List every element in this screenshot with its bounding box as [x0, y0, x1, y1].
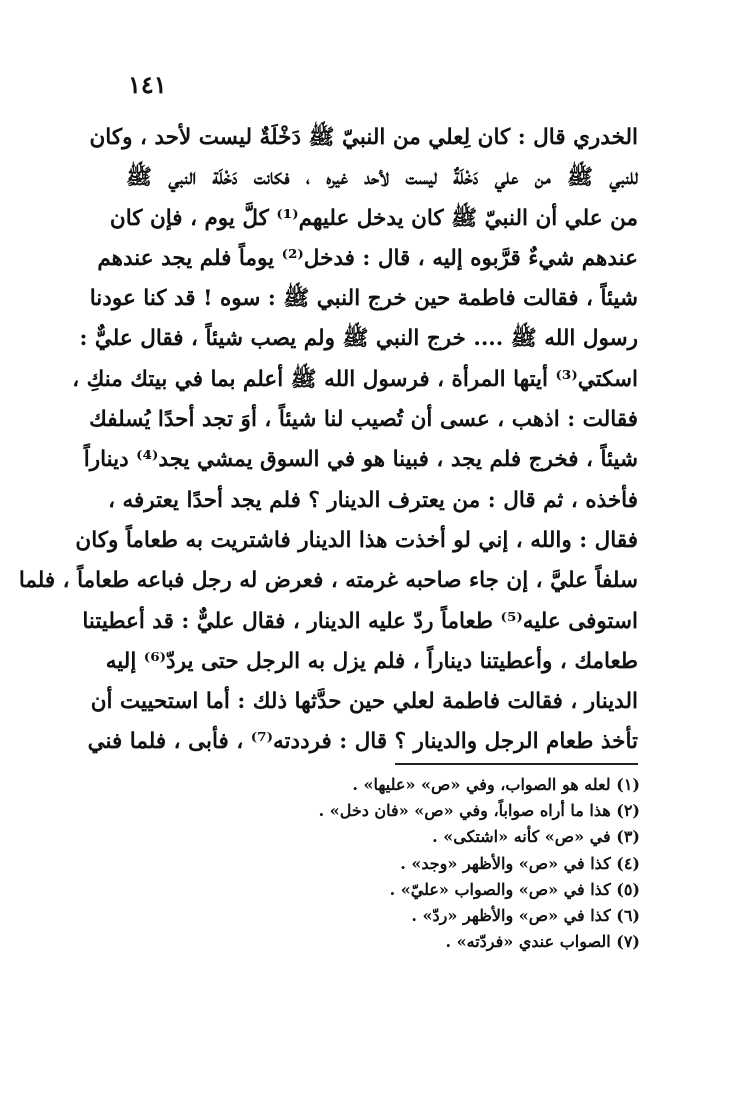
main-text — [18, 118, 638, 763]
footnote-3: (٣) في «ص» كأنه «اشتكى» . — [432, 827, 640, 847]
text-line-9: شيئاً ، فخرج فلم يجد ، فبينا هو في السوق يمشي يجد⁽⁴⁾ ديناراً — [83, 447, 638, 473]
text-line-13: استوفى عليه⁽⁵⁾ طعاماً ردّ عليه الدينار ، فقال عليٌّ : قد أعطيتنا — [82, 608, 638, 634]
footnote-2: (٢) هذا ما أراه صواباً، وفي «ص» «فان دخل» . — [318, 801, 640, 821]
text-line-14: طعامك ، وأعطيتنا ديناراً ، فلم يزل به الرجل حتى يردّ⁽⁶⁾ إليه — [105, 648, 638, 674]
text-line-3: من علي أن النبيّ ﷺ كان يدخل عليهم⁽¹⁾ كلَّ يوم ، فإن كان — [109, 205, 638, 231]
text-line-8: فقالت : اذهب ، عسى أن تُصيب لنا شيئاً ، أوَ تجد أحدًا يُسلفك — [89, 407, 638, 433]
text-line-12: سلفاً عليَّ ، إن جاء صاحبه غرمته ، فعرض له رجل فباعه طعاماً ، فلما — [18, 568, 638, 594]
footnotes — [250, 772, 640, 955]
text-line-2: للنبي ﷺ من علي دَخْلَةٌ ليست لأحد غيره ، فكانت دَخْلَة النبي ﷺ — [126, 165, 638, 191]
text-line-15: الدينار ، فقالت فاطمة لعلي حين حدَّثها ذلك : أما استحييت أن — [90, 689, 638, 715]
footnote-separator — [395, 763, 638, 765]
footnote-7: (٧) الصواب عندي «فردّته» . — [445, 932, 640, 952]
text-line-16: تأخذ طعام الرجل والدينار ؟ قال : فرددته⁽⁷⁾ ، فأبى ، فلما فني — [87, 729, 638, 755]
text-line-6: رسول الله ﷺ .... خرج النبي ﷺ ولم يصب شيئاً ، فقال عليٌّ : — [79, 326, 638, 352]
page-number: ١٤١ — [128, 70, 167, 99]
text-line-10: فأخذه ، ثم قال : من يعترف الدينار ؟ فلم يجد أحدًا يعترفه ، — [108, 487, 638, 513]
text-line-7: اسكتي⁽³⁾ أيتها المرأة ، فرسول الله ﷺ أعلم بما في بيتك منكِ ، — [72, 366, 638, 392]
footnote-5: (٥) كذا في «ص» والصواب «عليّ» . — [389, 879, 640, 899]
footnote-6: (٦) كذا في «ص» والأظهر «ردّ» . — [411, 905, 640, 925]
text-line-11: فقال : والله ، إني لو أخذت هذا الدينار فاشتريت به طعاماً وكان — [75, 527, 638, 553]
footnote-1: (١) لعله هو الصواب، وفي «ص» «عليها» . — [352, 775, 640, 794]
footnote-4: (٤) كذا في «ص» والأظهر «وجد» . — [400, 853, 640, 873]
text-line-1: الخدري قال : كان لِعلي من النبيّ ﷺ دَخْلَةٌ ليست لأحد ، وكان — [89, 125, 638, 150]
text-line-4: عندهم شيءٌ قرَّبوه إليه ، قال : فدخل⁽²⁾ يوماً فلم يجد عندهم — [97, 245, 638, 271]
text-line-5: شيئاً ، فقالت فاطمة حين خرج النبي ﷺ : سوه ! قد كنا عودنا — [89, 286, 638, 312]
